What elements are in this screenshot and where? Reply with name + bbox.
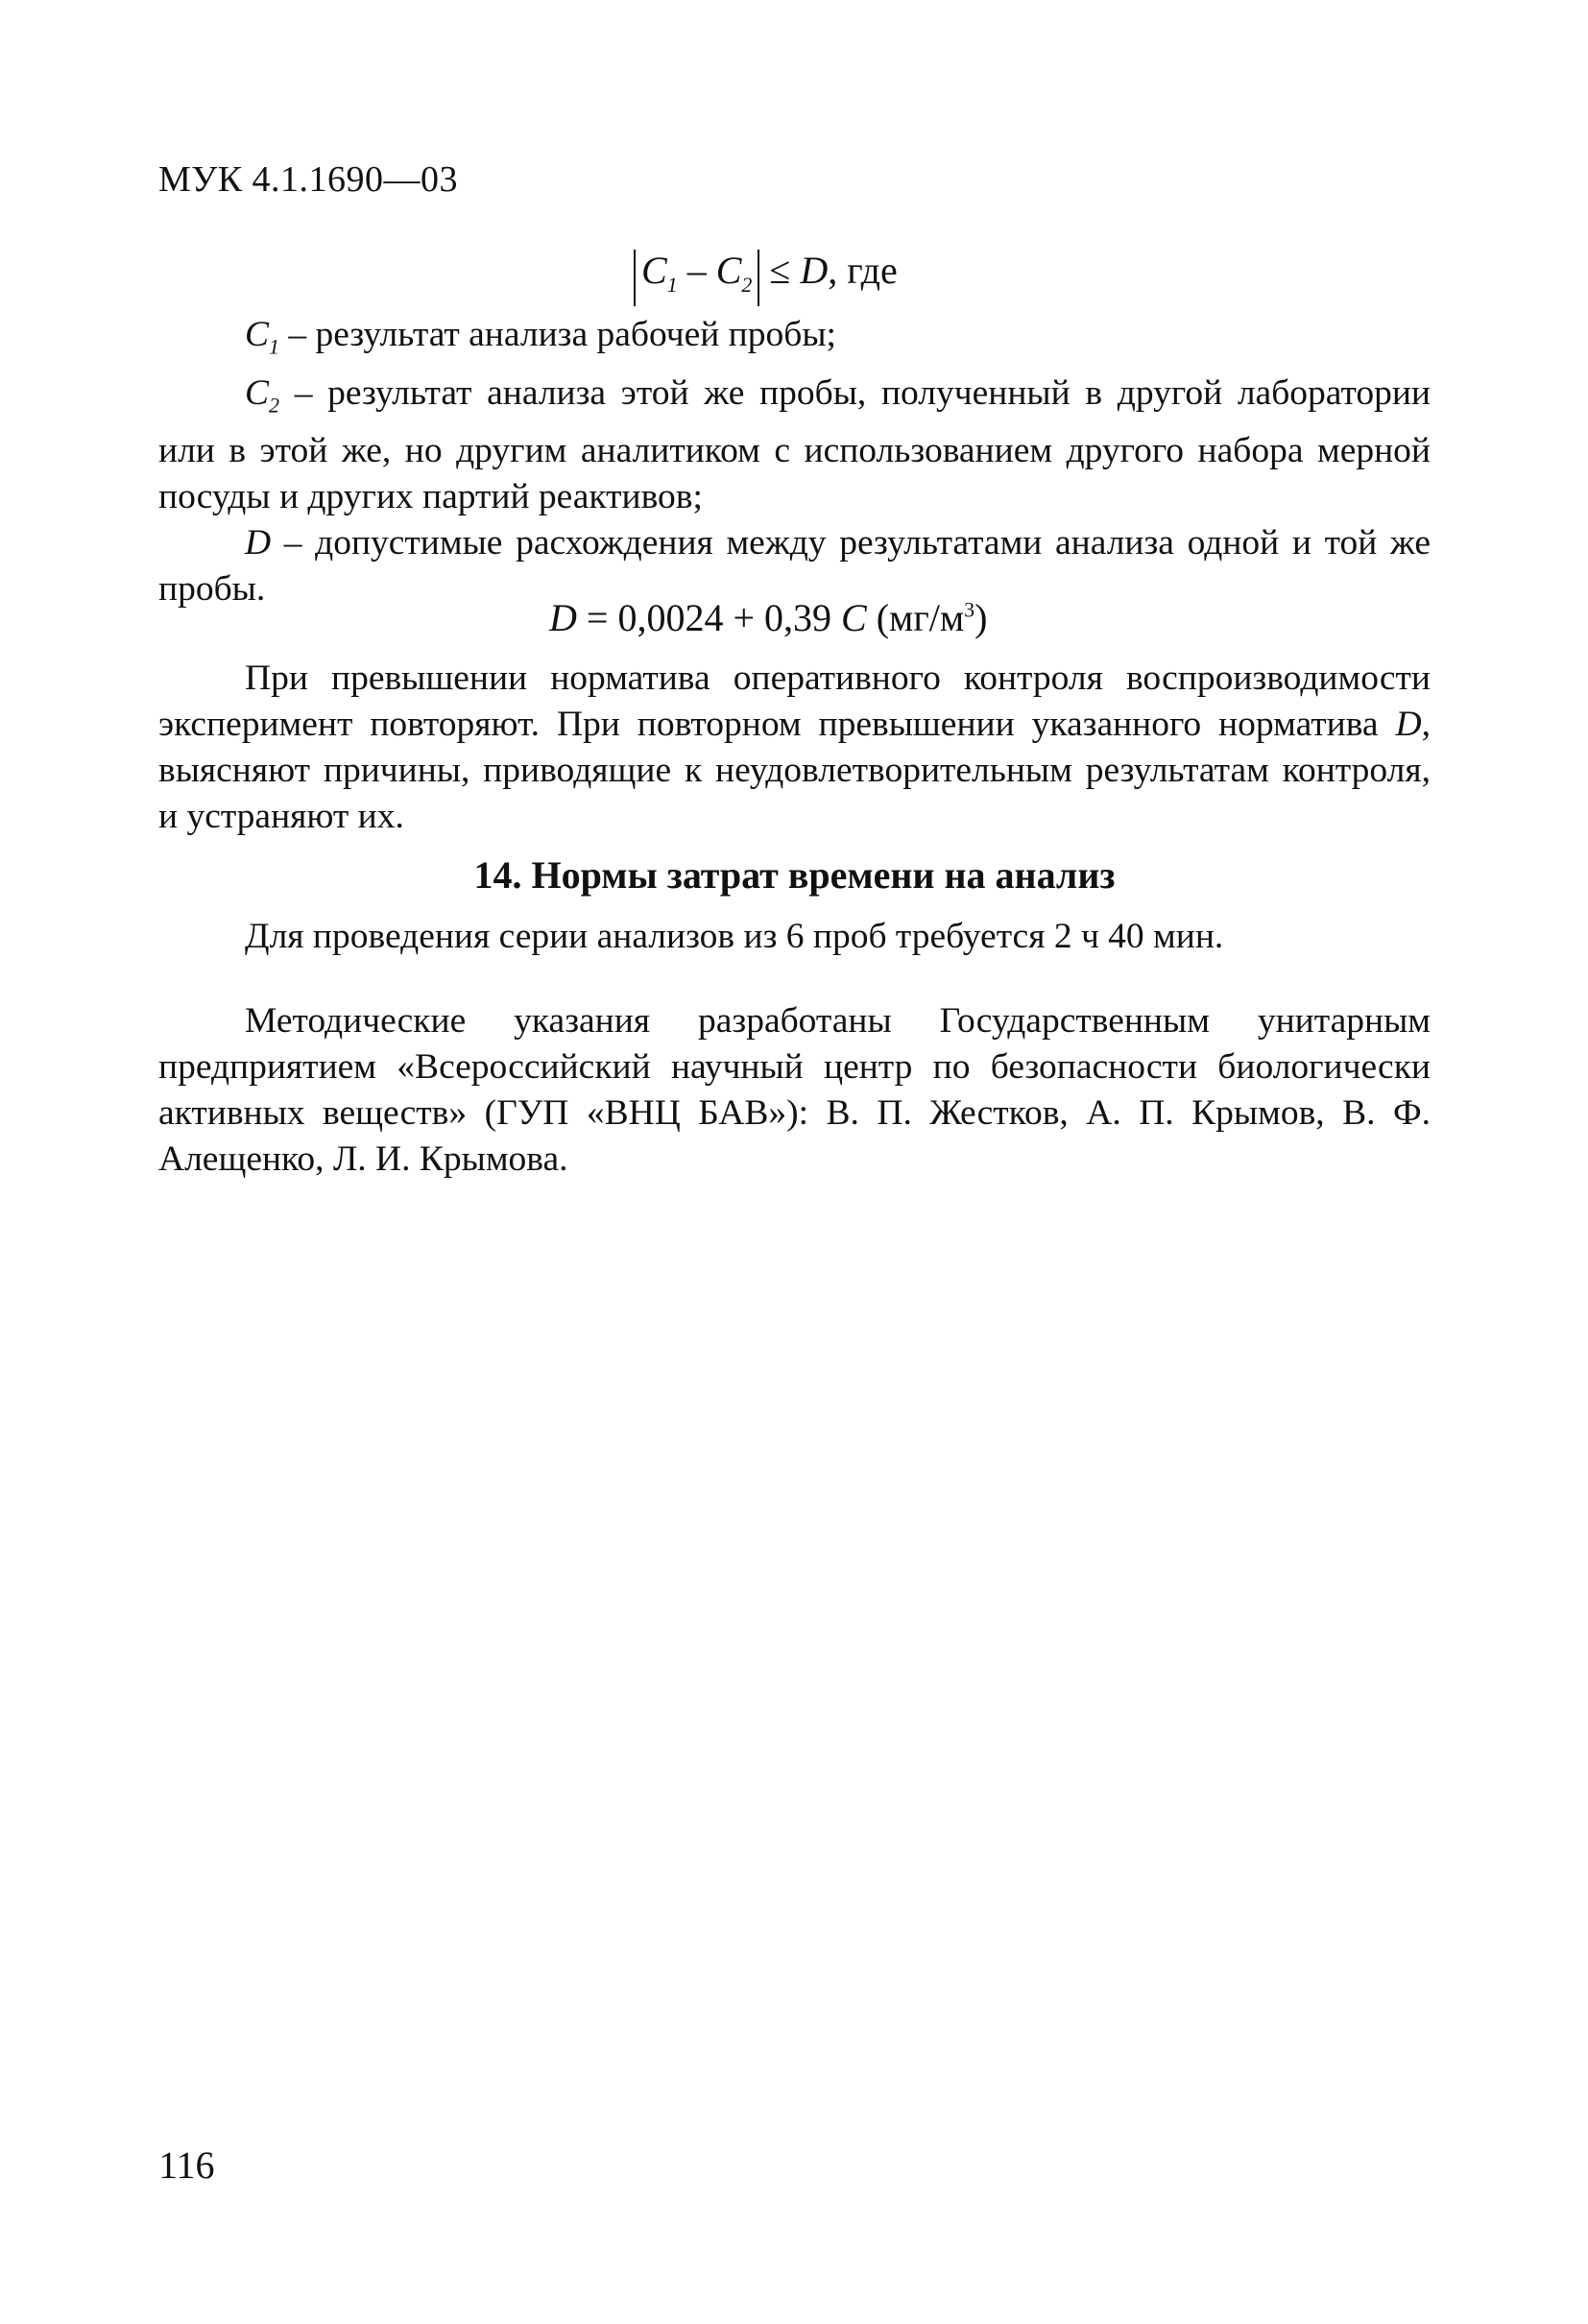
time-norm-paragraph (158, 914, 1431, 960)
control-text (158, 656, 1431, 840)
d-symbol: D (549, 596, 577, 639)
relation-sign: ≤ (759, 249, 801, 292)
c1-symbol: C (641, 249, 667, 292)
tolerance-formula (549, 595, 988, 640)
minus-sign: – (677, 249, 716, 292)
document-code: МУК 4.1.1690—03 (158, 159, 459, 200)
control-text-part2: , выясняют причины, приводящие к неудовлетворительным результатам контроля, и устраняют их. (158, 705, 1431, 836)
definition-text: – результат анализа этой же пробы, полученный в другой лаборатории или в этой же, но другим аналитиком с использованием другого набора мерной посуды и других партий реактивов; (158, 372, 1431, 516)
c2-subscript: 2 (741, 273, 753, 297)
unit-superscript: 3 (964, 597, 975, 622)
control-paragraph (158, 656, 1431, 840)
authors-paragraph (158, 998, 1431, 1183)
c1-subscript: 1 (666, 273, 678, 297)
formula-suffix: , где (828, 249, 898, 292)
definition-subscript: 2 (269, 393, 280, 417)
section-heading: 14. Нормы затрат времени на анализ (473, 853, 1116, 897)
definition-symbol: C (245, 315, 270, 354)
c-symbol: C (841, 596, 867, 639)
time-norm-text: Для проведения серии анализов из 6 проб требуется 2 ч 40 мин. (245, 917, 1224, 956)
definition-symbol: C (245, 372, 270, 413)
definition-text: – результат анализа рабочей пробы; (279, 315, 836, 354)
formula-rhs: = 0,0024 + 0,39 (576, 596, 842, 639)
control-text-part1: При превышении норматива оперативного контроля воспроизводимости эксперимент повторяют. При повторном превышении указанного норматива (158, 659, 1431, 744)
definition-c1 (158, 312, 1431, 371)
definitions-block (158, 312, 1431, 612)
definition-text: – допустимые расхождения между результатами анализа одной и той же пробы. (158, 523, 1431, 609)
repeatability-formula (634, 248, 898, 306)
page-number: 116 (158, 2144, 215, 2187)
control-text-variable: D (1395, 705, 1422, 744)
definition-subscript: 1 (269, 334, 280, 359)
absolute-difference (634, 250, 759, 306)
d-symbol: D (800, 249, 829, 292)
unit-text: (мг/м (866, 596, 965, 639)
definition-c2 (158, 371, 1431, 521)
definition-symbol: D (245, 523, 272, 563)
authors-text: Методические указания разработаны Государственным унитарным предприятием «Всероссийский научный центр по безопасности биологически активных веществ» (ГУП «ВНЦ БАВ»): В. П. Жестков, А. П. Крымов, В. Ф. Алещенко, Л. И. Крымова. (158, 1001, 1431, 1179)
unit-close: ) (974, 596, 988, 639)
c2-symbol: C (715, 249, 742, 292)
